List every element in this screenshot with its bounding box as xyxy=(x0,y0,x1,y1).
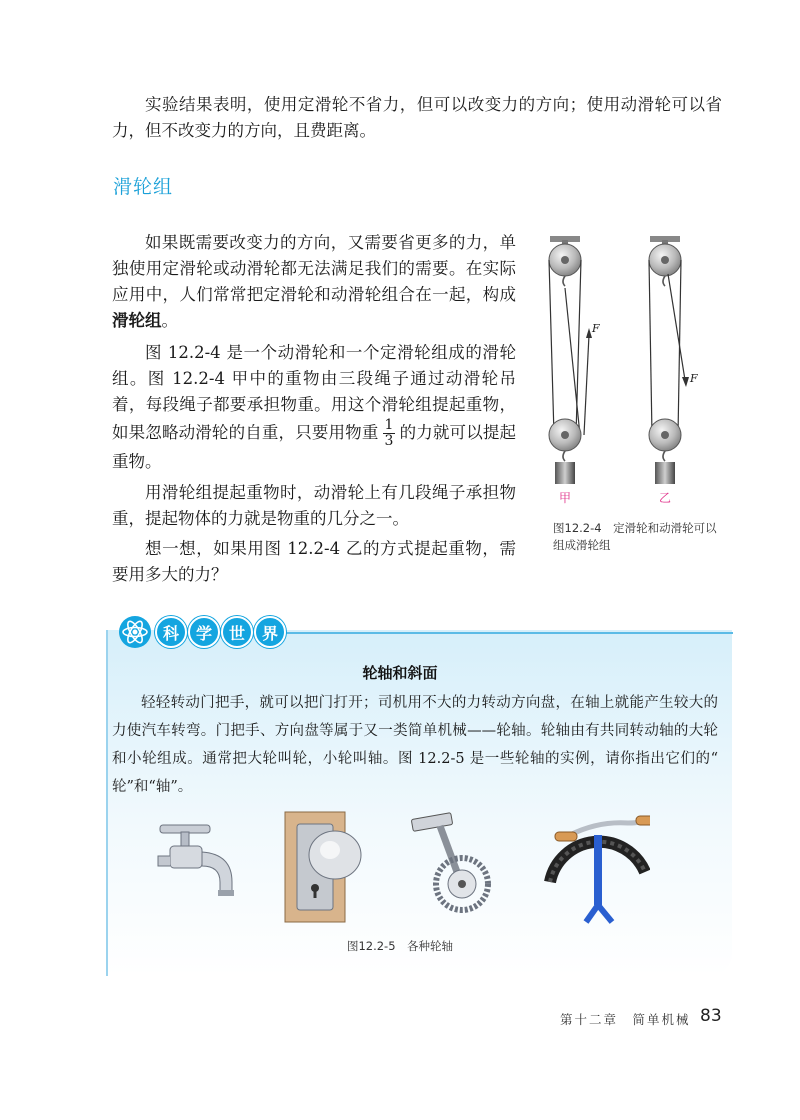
fraction-numerator: 1 xyxy=(384,417,394,433)
bicycle-handlebar-image xyxy=(550,816,650,922)
badge-char: 界 xyxy=(254,616,286,648)
bold-term-pulley-block: 滑轮组 xyxy=(112,311,162,330)
p2-end: 的力就可以提起重物。 xyxy=(112,423,517,471)
doorknob-image xyxy=(285,812,361,922)
section-title: 滑轮组 xyxy=(113,176,174,198)
pulley-yi xyxy=(649,236,689,484)
intro-paragraph: 实验结果表明，使用定滑轮不省力，但可以改变力的方向；使用动滑轮可以省力，但不改变力的方向，且费距离。 xyxy=(112,95,722,140)
paragraph-pulley-block-definition xyxy=(112,230,516,334)
pedal-crank-image xyxy=(411,813,488,910)
pulley-jia xyxy=(549,236,592,484)
label-yi: 乙 xyxy=(659,491,672,505)
science-world-rule xyxy=(255,632,733,634)
p1-end: 。 xyxy=(161,311,178,330)
wheel-axle-examples-figure xyxy=(150,810,650,930)
paragraph-figure-explanation xyxy=(112,340,516,475)
paragraph-question: 想一想，如果用图 12.2-4 乙的方式提起重物，需要用多大的力？ xyxy=(112,539,516,584)
science-article-title: 轮轴和斜面 xyxy=(362,664,438,682)
force-label-b: F xyxy=(690,372,698,385)
figure-12-2-4-caption: 图12.2-4 定滑轮和动滑轮可以组成滑轮组 xyxy=(553,521,717,552)
badge-char: 学 xyxy=(188,616,220,648)
badge-char: 科 xyxy=(155,616,187,648)
p1-text: 如果既需要改变力的方向，又需要省更多的力，单独使用定滑轮或动滑轮都无法满足我们的需要。在实际应用中，人们常常把定滑轮和动滑轮组合在一起，构成 xyxy=(112,233,516,304)
faucet-image xyxy=(158,825,234,896)
label-jia: 甲 xyxy=(559,491,572,505)
science-article-text: 轻轻转动门把手，就可以把门打开；司机用不大的力转动方向盘，在轴上就能产生较大的力使汽车转弯。门把手、方向盘等属于又一类简单机械——轮轴。轮轴由有共同转动轴的大轮和小轮组成。通常把大轮叫轮，小轮叫轴。图 12.2-5 是一些轮轴的实例，请你指出它们的“ 轮”和“轴”。 xyxy=(112,695,718,795)
weight-yi xyxy=(655,462,675,484)
atom-icon xyxy=(118,615,152,649)
figure-12-2-5-caption: 图12.2-5 各种轮轴 xyxy=(346,939,454,953)
p2-text: 图 12.2-4 是一个动滑轮和一个定滑轮组成的滑轮组。图 12.2-4 甲中的重物由三段绳子通过动滑轮吊着，每段绳子都要承担物重。用这个滑轮组提起重物，如果忽略动滑轮的自重，只要用物重 xyxy=(112,343,516,442)
weight-jia xyxy=(555,462,575,484)
fraction-one-third xyxy=(383,418,396,449)
chapter-footer: 第十二章 简单机械 xyxy=(560,1012,691,1027)
badge-title xyxy=(155,616,286,648)
pulley-block-figure xyxy=(540,230,730,510)
paragraph-rule: 用滑轮组提起重物时，动滑轮上有几段绳子承担物重，提起物体的力就是物重的几分之一。 xyxy=(112,483,516,528)
force-label-a: F xyxy=(592,322,600,335)
page-number: 83 xyxy=(700,1006,722,1026)
badge-char: 世 xyxy=(221,616,253,648)
fraction-denominator: 3 xyxy=(384,433,394,449)
science-world-badge xyxy=(118,614,286,650)
